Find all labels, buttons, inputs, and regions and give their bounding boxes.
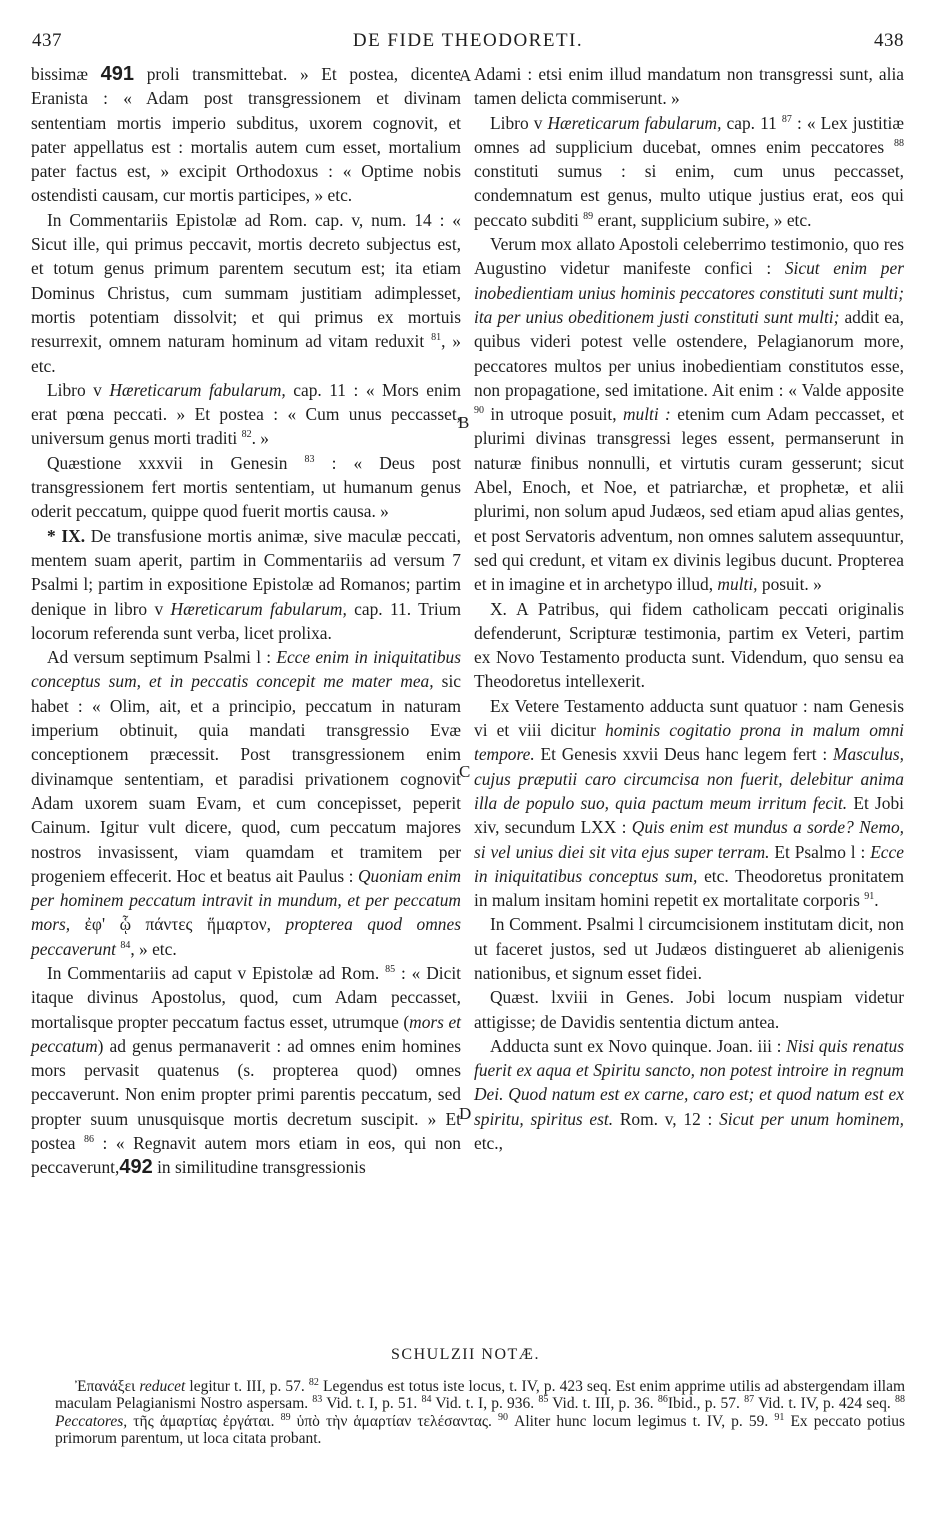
paragraph: Quæst. lxviii in Genes. Jobi locum nuspiam videtur attigisse; de Davidis sententia dictum antea.: [474, 987, 904, 1032]
paragraph: Adducta sunt ex Novo quinque. Joan. iii : Nisi quis renatus fuerit ex aqua et Spiritu sancto, non potest introire in regnum Dei. Quod natum est ex carne, caro est; et quod natum est ex spiritu, spiritus est. Rom. v, 12 : Sicut per unum hominem, etc.,: [474, 1035, 904, 1154]
footnote-ref: 82: [241, 429, 252, 441]
footnote-ref: 86: [83, 1134, 94, 1146]
margin-letter-a: A: [459, 66, 472, 85]
paragraph: In Commentariis ad caput v Epistolæ ad Rom. $^{85}$ : « Dicit itaque divinus Apostolus, quod, cum Adam peccasset, mortalisque propter peccatum factus esset, utrumque (mors et peccatum) ad genus permanaverit : ad omnes enim homines mors pervasit quatenus (s. propterea quod) omnes peccaverunt. Non enim propter primi parentis peccatum, sed propter suum unusquisque mortis decretum suscipit. » Et postea $^{86}$ : « Regnavit autem mors etiam in eos, qui non peccaverunt,492 in similitudine transgressionis: [31, 962, 461, 1179]
marginal-number: 491: [100, 63, 135, 85]
paragraph: In Commentariis Epistolæ ad Rom. cap. v, num. 14 : « Sicut ille, qui primus peccavit, mortis decreto subjectus est, et totum genus primum parentem secutum est; ita etiam Dominus Christus, cum summam justitiam adimplesset, mortis potentiam dissolvit; et qui primus ex mortuis resurrexit, omnem naturam hominum ad vitam reduxit $^{81}$, » etc.: [31, 209, 461, 376]
paragraph: Libro v Hæreticarum fabularum, cap. 11 : « Mors enim erat pœna peccati. » Et postea : « Cum unus peccasset, universum genus morti traditi $^{82}$. »: [31, 379, 461, 449]
paragraph: Adami : etsi enim illud mandatum non transgressi sunt, alia tamen delicta commiserunt. »: [474, 64, 904, 109]
paragraph: Ex Vetere Testamento adducta sunt quatuor : nam Genesis vi et viii dicitur hominis cogitatio prona in malum omni tempore. Et Genesis xxvii Deus hanc legem fert : Masculus, cujus præputii caro circumcisa non fuerit, delebitur anima illa de populo suo, quia pactum meum irritum fecit. Et Jobi xiv, secundum LXX : Quis enim est mundus a sorde? Nemo, si vel unius diei sit vita ejus super terram. Et Psalmo l : Ecce in iniquitatibus conceptus sum, etc. Theodoretus pronitatem in malum insitam homini repetit ex mortalitate corporis $^{91}$.: [474, 695, 904, 911]
paragraph: Quæstione xxxvii in Genesin $^{83}$ : « Deus post transgressionem fert mortis sententiam, ut humanum genus oderit peccatum, quippe quod fuerit mortis causa. »: [31, 452, 461, 522]
footnote-ref: 85: [385, 964, 396, 976]
running-title: DE FIDE THEODORETI.: [352, 30, 584, 51]
margin-letter-b: B: [458, 413, 470, 432]
footnote-ref: 91: [864, 891, 875, 903]
paragraph: * IX. De transfusione mortis animæ, sive maculæ peccati, mentem suam aperit, partim in Commentariis ad versum 7 Psalmi l; partim in expositione Epistolæ ad Romanos; partim denique in libro v Hæreticarum fabularum, cap. 11. Trium locorum referenda sunt verba, licet prolixa.: [31, 525, 461, 643]
footnote-block: Ἐπανάξει reducet legitur t. III, p. 57. $^{82}$ Legendus est totus iste locus, t. IV, p. 423 seq. Est enim apprime utilis ad abstergendam illam maculam Pelagianismi Nostro aspersam. $^{83}$ Vid. t. I, p. 51. $^{84}$ Vid. t. I, p. 936. $^{85}$ Vid. t. III, p. 36. $^{86}$Ibid., p. 57. $^{87}$ Vid. t. IV, p. 424 seq. $^{88}$ Peccatores, τῆς ἁμαρτίας ἐργάται. $^{89}$ ὑπὸ τὴν ἁμαρτίαν τελέσαντας. $^{90}$ Aliter hunc locum legimus t. IV, p. 59. $^{91}$ Ex peccato potius primorum parentum, ut loca citata probant.: [55, 1376, 906, 1448]
right-column: [474, 62, 904, 1155]
footnote-ref: 84: [120, 939, 131, 951]
page-number-right: 438: [874, 30, 904, 51]
paragraph: X. A Patribus, qui fidem catholicam peccati originalis defenderunt, Scripturæ testimonia, partim ex Veteri, partim ex Novo Testamento producta sunt. Videndum, quo sensu ea Theodoretus intellexerit.: [474, 598, 904, 692]
footnote-ref: 89: [583, 210, 594, 222]
footnote-ref: 87: [781, 113, 792, 125]
footnote-ref: 88: [894, 138, 904, 150]
page-number-left: 437: [32, 30, 62, 51]
left-column: [31, 62, 461, 1180]
footnotes: [55, 1378, 905, 1448]
footnote-ref: 81: [431, 332, 442, 344]
paragraph: In Comment. Psalmi l circumcisionem institutam dicit, non ut faceret justos, sed ut Judæos distingueret ab alienigenis nationibus, et signum esset fidei.: [474, 914, 904, 983]
paragraph: Ad versum septimum Psalmi l : Ecce enim in iniquitatibus conceptus sum, et in peccatis concepit me mater mea, sic habet : « Olim, ait, et a principio, peccatum in naturam imperium obtinuit, quia mandati transgressio Evæ conceptionem præcessit. Post transgressionem enim divinamque sententiam, et paradisi privationem cognovit Adam uxorem suam Evam, et cum concepisset, peperit Cainum. Igitur vult dicere, quod, cum peccatum majores nostros invasissent, viam quamdam et tramitem per progeniem effecerit. Hoc et beatus ait Paulus : Quoniam enim per hominem peccatum intravit in mundum, et per peccatum mors, ἐφ' ᾧ πάντες ἥμαρτον, propterea quod omnes peccaverunt $^{84}$, » etc.: [31, 647, 461, 959]
paragraph: bissimæ 491 proli transmittebat. » Et postea, dicente Eranista : « Adam post transgressionem et divinam sententiam mortis imperio subditus, uxorem cognovit, et pater appellatus est : mortalis autem cum esset, mortalium pater factus est, » excipit Orthodoxus : « Optime nobis ostendisti causam, cur mortis participes, » etc.: [31, 63, 461, 206]
section-number: * IX.: [47, 525, 86, 546]
margin-letter-c: C: [459, 762, 471, 781]
notes-title: SCHULZII NOTÆ.: [391, 1346, 540, 1363]
paragraph: Libro v Hæreticarum fabularum, cap. 11 $^{87}$ : « Lex justitiæ omnes ad supplicium ducebat, omnes enim peccatores $^{88}$ constituti sumus : si enim, cum unus peccasset, condemnatum est genus, multo utique justius erat, eos qui peccato subditi $^{89}$ erant, supplicium subire, » etc.: [474, 112, 904, 230]
footnote-ref: 90: [474, 405, 484, 417]
paragraph: Verum mox allato Apostoli celeberrimo testimonio, quo res Augustino videtur manifeste confici : Sicut enim per inobedientiam unius hominis peccatores constituti sunt multi; ita per unius obeditionem justi constituti sunt multi; addit ea, quibus videri potest velle ostendere, Pelagianorum more, peccatores multos per unius inobedientiam constitutos esse, non propagatione, sed imitatione. Ait enim : « Valde apposite $^{90}$ in utroque posuit, multi : etenim cum Adam peccasset, et plurimi divinas transgressi leges essent, permanserunt in naturæ finibus nonnulli, et virtutis curam gesserunt; sicut Abel, Enoch, et Noe, et patriarchæ, et prophetæ, et alii plurimi, non solum apud Judæos, sed etiam apud alias gentes, et post Servatoris adventum, non omnes salutem assequuntur, sed qui credunt, et vitam ex divinis legibus ducunt. Propterea et in imagine et in archetypo illud, multi, posuit. »: [474, 234, 904, 595]
footnote-ref: 83: [304, 453, 315, 465]
page-header: [32, 30, 904, 56]
marginal-number: 492: [119, 1156, 153, 1179]
margin-letter-d: D: [459, 1104, 472, 1123]
